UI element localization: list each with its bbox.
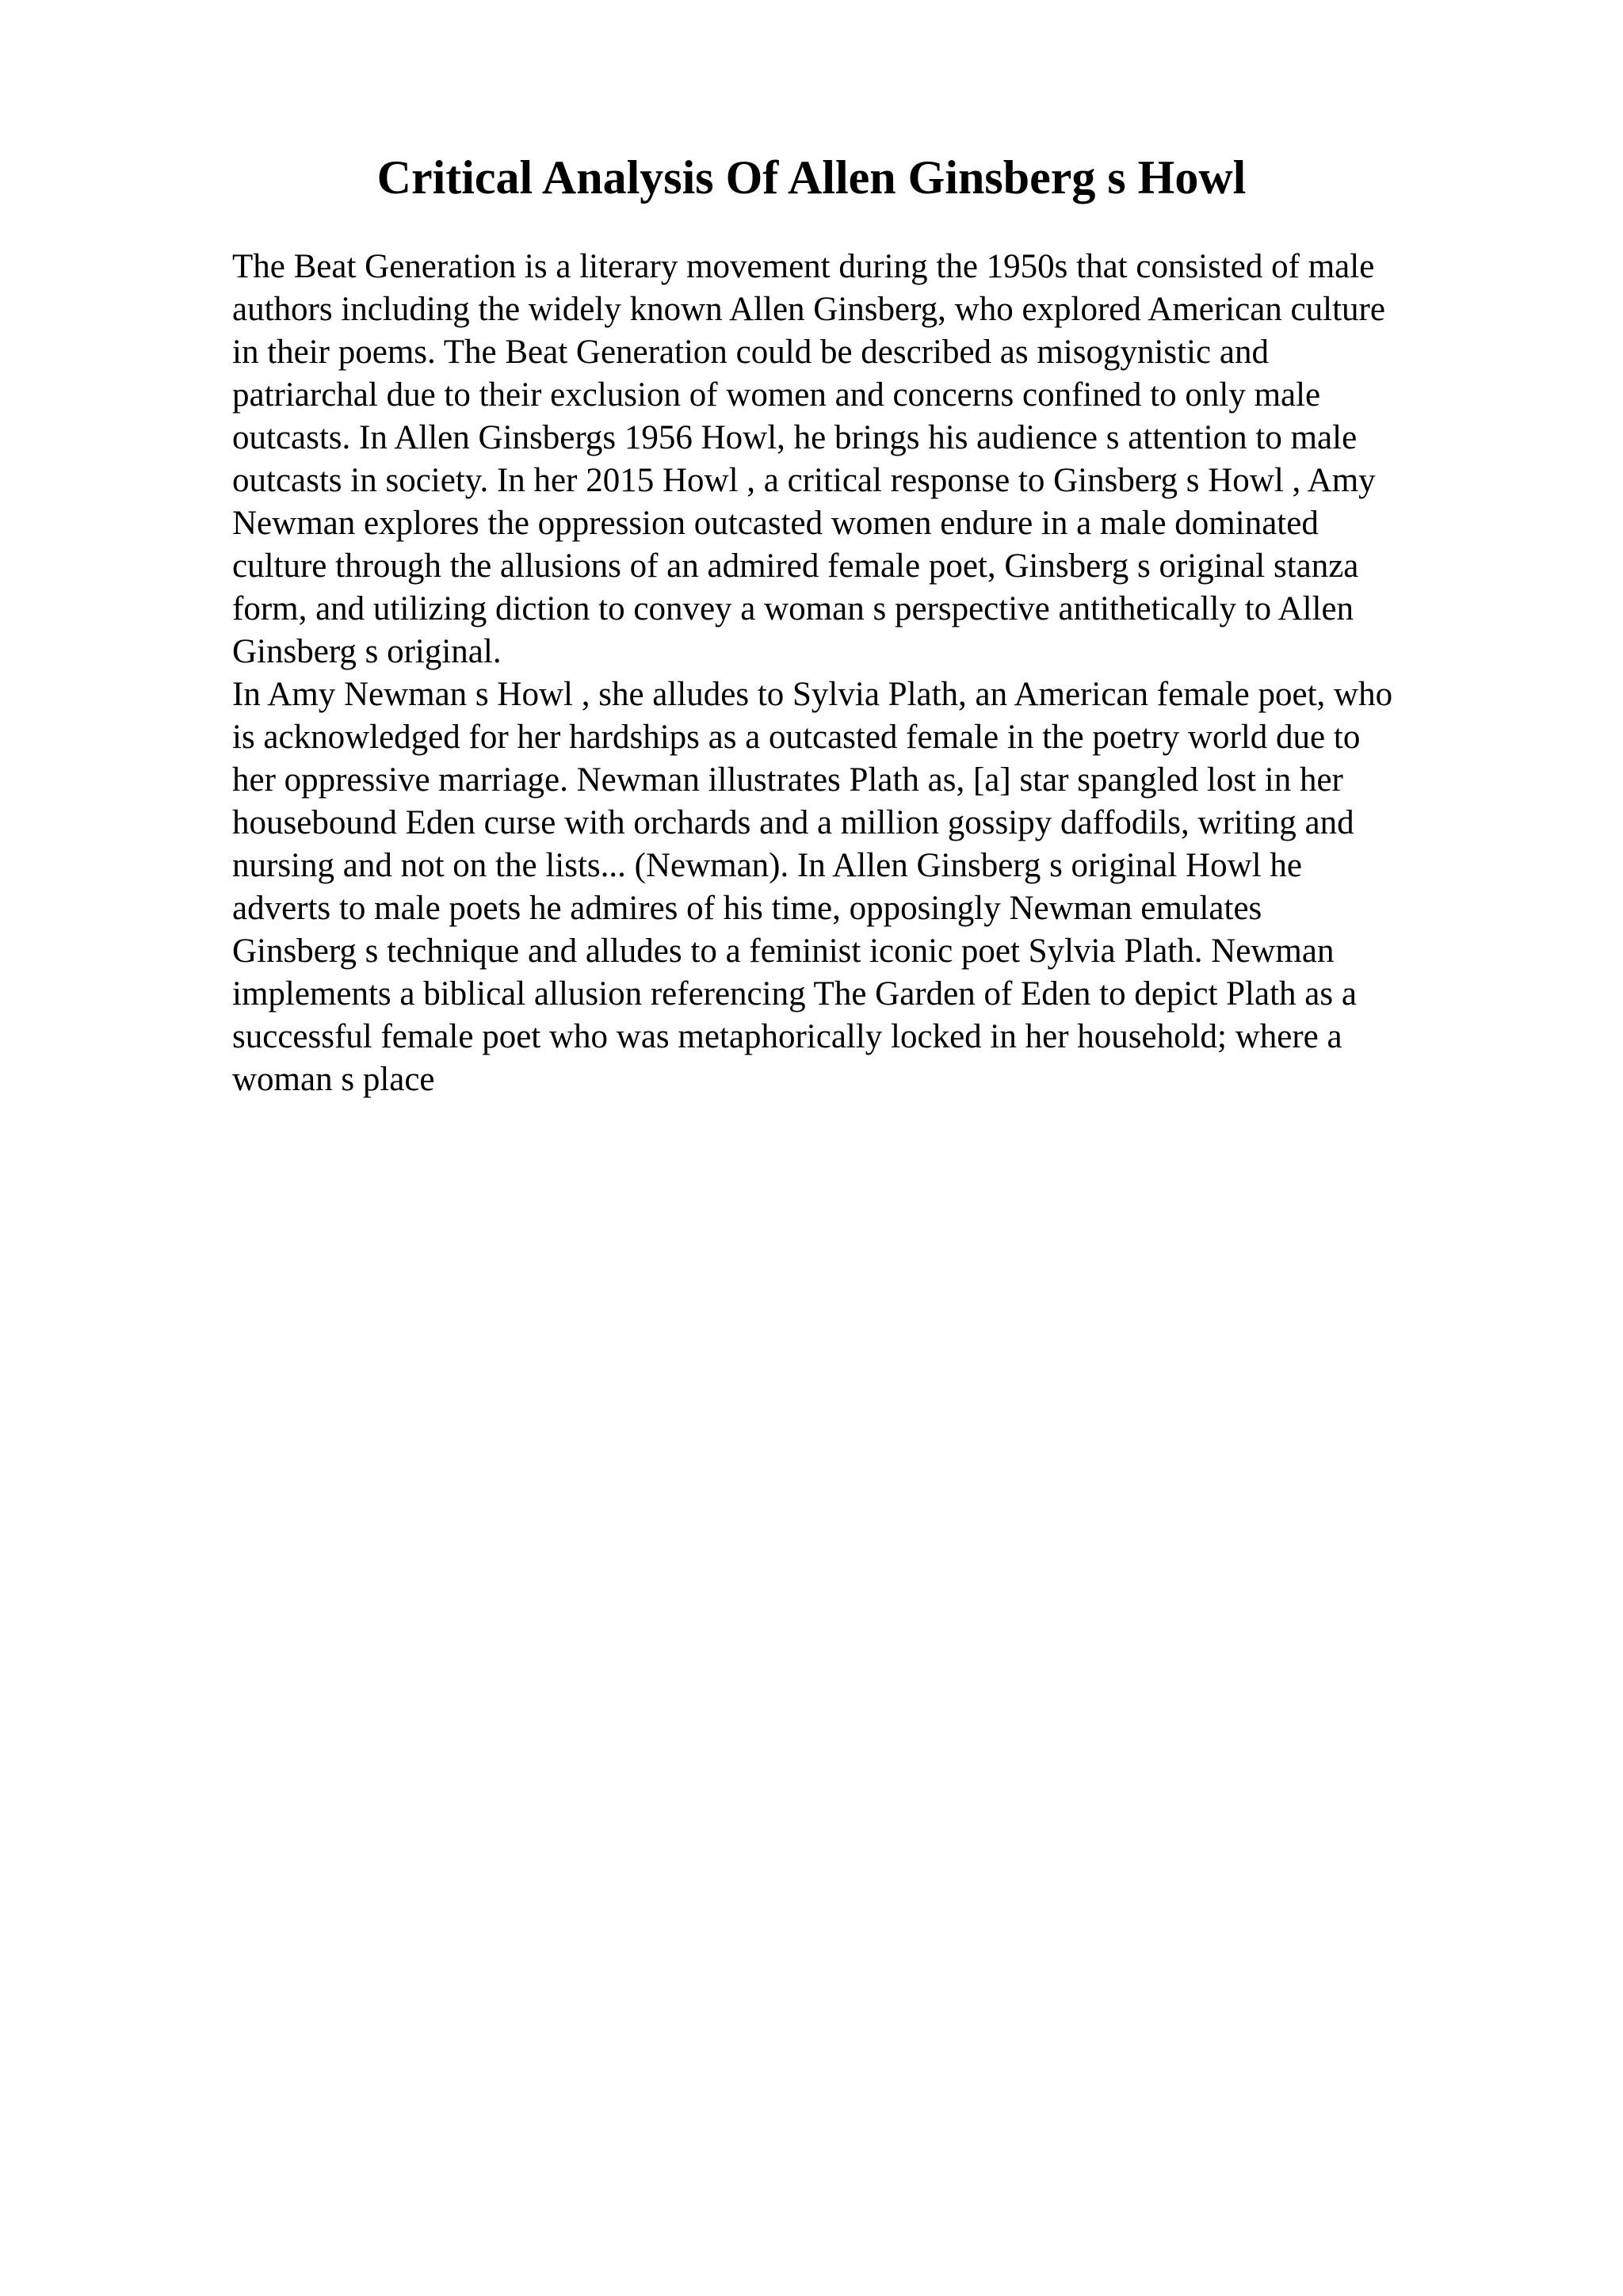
paragraph-1: The Beat Generation is a literary movement during the 1950s that consisted of male authors including the widely known Allen Ginsberg, who explored American culture in their poems. The Beat Generation could be described as misogynistic and patriarchal due to their exclusion of women and concerns confined to only male outcasts. In Allen Ginsbergs 1956 Howl, he brings his audience s attention to male outcasts in society. In her 2015 Howl , a critical response to Ginsberg s Howl , Amy Newman explores the oppression outcasted women endure in a male dominated culture through the allusions of an admired female poet, Ginsberg s original stanza form, and utilizing diction to convey a woman s perspective antithetically to Allen Ginsberg s original. [232, 248, 1385, 670]
paragraph-2: In Amy Newman s Howl , she alludes to Sylvia Plath, an American female poet, who is acknowledged for her hardships as a outcasted female in the poetry world due to her oppressive marriage. Newman illustrates Plath as, [a] star spangled lost in her housebound Eden curse with orchards and a million gossipy daffodils, writing and nursing and not on the lists... (Newman). In Allen Ginsberg s original Howl he adverts to male poets he admires of his time, opposingly Newman emulates Ginsberg s technique and alludes to a feminist iconic poet Sylvia Plath. Newman implements a biblical allusion referencing The Garden of Eden to depict Plath as a successful female poet who was metaphorically locked in her household; where a woman s place [232, 676, 1393, 1098]
document-body [232, 246, 1500, 1101]
document-title: Critical Analysis Of Allen Ginsberg s Howl [376, 151, 1247, 204]
